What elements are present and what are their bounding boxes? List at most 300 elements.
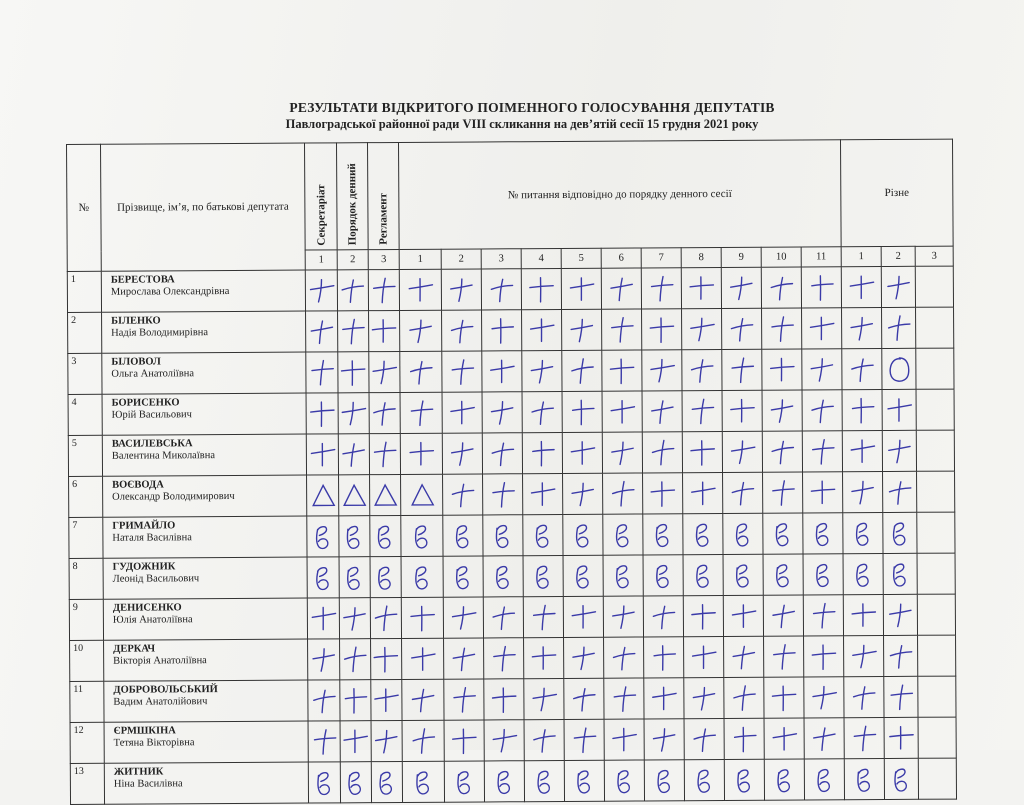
column-number-items: 1 [399, 249, 441, 269]
vote-mark-plus-icon [769, 683, 799, 713]
deputy-given-names: Ніна Василівна [113, 778, 183, 790]
vote-cell [603, 596, 643, 637]
deputy-name-cell [102, 434, 306, 476]
column-number-items: 10 [761, 247, 801, 267]
vote-mark-plus-icon [727, 355, 757, 385]
vote-mark-plus-icon [609, 684, 639, 714]
deputy-name-cell [104, 639, 308, 681]
row-number: 10 [70, 640, 104, 681]
vote-cell [338, 393, 369, 434]
deputy-surname: ГУДОЖНИК [112, 561, 176, 573]
deputy-given-names: Надія Володимирівна [111, 327, 209, 339]
vote-mark-v-icon [488, 561, 518, 591]
deputy-surname: ЄРМШКІНА [113, 725, 176, 737]
row-number: 11 [70, 681, 104, 722]
vote-mark-plus-icon [371, 603, 401, 633]
vote-cell [641, 268, 681, 309]
vote-mark-plus-icon [884, 395, 914, 425]
table-row [67, 266, 953, 312]
vote-cell [442, 392, 482, 433]
vote-cell [884, 635, 918, 676]
vote-mark-plus-icon [767, 314, 797, 344]
vote-mark-plus-icon [340, 603, 370, 633]
vote-mark-plus-icon [689, 642, 719, 672]
vote-mark-v-icon [648, 560, 678, 590]
vote-mark-plus-icon [307, 357, 337, 387]
header-row [67, 139, 954, 251]
vote-mark-plus-icon [569, 643, 599, 673]
vote-mark-plus-icon [567, 397, 597, 427]
vote-cell [400, 433, 442, 474]
deputy-given-names: Вадим Анатолійович [113, 696, 208, 708]
vote-mark-plus-icon [309, 644, 339, 674]
vote-cell [762, 431, 802, 472]
vote-cell [684, 759, 724, 800]
row-number: 9 [69, 599, 103, 640]
vote-cell [307, 516, 339, 557]
vote-cell [723, 472, 763, 513]
vote-cell [371, 638, 402, 679]
vote-mark-plus-icon [308, 603, 338, 633]
vote-cell [882, 307, 916, 348]
vote-cell [764, 677, 804, 718]
vote-mark-plus-icon [488, 479, 518, 509]
deputy-given-names: Мирослава Олександрівна [110, 286, 230, 298]
table-row [69, 553, 955, 599]
vote-cell [803, 595, 843, 636]
vote-mark-v-icon [569, 766, 599, 796]
vote-mark-plus-icon [446, 274, 476, 304]
vote-cell [801, 267, 841, 308]
vote-mark-plus-icon [807, 436, 837, 466]
vote-mark-plus-icon [687, 396, 717, 426]
vote-mark-v-icon [689, 765, 719, 795]
vote-mark-plus-icon [527, 397, 557, 427]
vote-cell [722, 308, 762, 349]
vote-mark-plus-icon [769, 724, 799, 754]
vote-mark-v-icon [489, 766, 519, 796]
vote-cell [642, 350, 682, 391]
deputy-given-names: Ольга Анатоліївна [111, 368, 195, 380]
vote-mark-plus-icon [849, 641, 879, 671]
vote-mark-plus-icon [487, 438, 517, 468]
vote-mark-v-icon [568, 520, 598, 550]
vote-mark-plus-icon [846, 272, 876, 302]
vote-cell [763, 554, 803, 595]
vote-cell [764, 759, 804, 800]
vote-mark-v-icon [370, 521, 400, 551]
vote-cell [483, 474, 523, 515]
vote-mark-plus-icon [728, 478, 758, 508]
vote-mark-plus-icon [729, 724, 759, 754]
vote-mark-v-icon [609, 766, 639, 796]
vote-mark-plus-icon [527, 438, 557, 468]
vote-cell [523, 555, 563, 596]
vote-cell [883, 512, 917, 553]
vote-mark-plus-icon [487, 315, 517, 345]
vote-mark-plus-icon [886, 723, 916, 753]
vote-mark-plus-icon [527, 315, 557, 345]
vote-mark-plus-icon [526, 274, 556, 304]
vote-cell [524, 719, 564, 760]
header-misc-group: Різне [840, 139, 953, 247]
vote-mark-plus-icon [447, 315, 477, 345]
vote-mark-plus-icon [448, 479, 478, 509]
table-body [67, 266, 956, 804]
vote-cell [444, 761, 484, 802]
vote-cell [483, 556, 523, 597]
vote-cell [917, 512, 955, 553]
vote-cell [842, 349, 882, 390]
vote-cell [642, 432, 682, 473]
table-row [68, 430, 954, 476]
vote-cell [804, 759, 844, 800]
vote-cell [763, 595, 803, 636]
vote-cell [444, 638, 484, 679]
vote-mark-plus-icon [687, 355, 717, 385]
vote-mark-plus-icon [529, 725, 559, 755]
vote-mark-plus-icon [447, 438, 477, 468]
vote-cell [915, 266, 953, 307]
vote-cell [643, 596, 683, 637]
vote-cell [682, 431, 722, 472]
deputy-surname: БОРИСЕНКО [111, 397, 180, 409]
vote-cell [882, 348, 916, 389]
vote-cell [337, 270, 368, 311]
vote-cell [307, 475, 339, 516]
vote-cell [484, 679, 524, 720]
vote-mark-plus-icon [408, 726, 438, 756]
vote-mark-plus-icon [407, 603, 437, 633]
vote-mark-v-icon [341, 767, 371, 797]
vote-mark-plus-icon [885, 600, 915, 630]
vote-mark-plus-icon [489, 684, 519, 714]
vote-cell [883, 471, 917, 512]
vote-cell [339, 557, 370, 598]
vote-cell [603, 555, 643, 596]
vote-cell [339, 598, 370, 639]
vote-cell [402, 679, 444, 720]
vote-cell [442, 310, 482, 351]
vote-cell [723, 554, 763, 595]
header-number: № [67, 144, 102, 271]
vote-cell [401, 597, 443, 638]
vote-cell [844, 718, 884, 759]
table-row [68, 348, 954, 394]
vote-cell [843, 472, 883, 513]
vote-cell [340, 721, 371, 762]
vote-cell [722, 349, 762, 390]
vote-cell [918, 676, 956, 717]
vote-mark-plus-icon [369, 316, 399, 346]
vote-mark-v-icon [729, 765, 759, 795]
vote-mark-plus-icon [884, 436, 914, 466]
vote-cell [307, 598, 339, 639]
vote-mark-plus-icon [568, 602, 598, 632]
vote-mark-plus-icon [607, 356, 637, 386]
vote-cell [761, 267, 801, 308]
vote-mark-plus-icon [686, 273, 716, 303]
vote-mark-plus-icon [488, 602, 518, 632]
deputy-name-cell [104, 762, 308, 804]
vote-cell [602, 350, 642, 391]
column-number-items: 9 [721, 247, 761, 267]
deputy-name-cell [102, 352, 306, 394]
vote-mark-plus-icon [849, 723, 879, 753]
vote-mark-v-icon [688, 519, 718, 549]
vote-cell [369, 433, 400, 474]
deputy-name-cell [103, 475, 307, 517]
vote-mark-v-icon [768, 519, 798, 549]
vote-cell [681, 267, 721, 308]
row-number: 12 [70, 722, 104, 763]
column-number-procedural: 3 [368, 249, 399, 269]
vote-cell [601, 268, 641, 309]
vote-cell [482, 351, 522, 392]
vote-mark-v-icon [849, 764, 879, 794]
vote-cell [442, 433, 482, 474]
deputy-name-cell [103, 598, 307, 640]
column-number-items: 8 [681, 247, 721, 267]
vote-cell [483, 597, 523, 638]
vote-cell [562, 432, 602, 473]
vote-mark-plus-icon [807, 313, 837, 343]
vote-mark-plus-icon [809, 723, 839, 753]
column-number-items: 3 [481, 249, 521, 269]
vote-cell [443, 597, 483, 638]
vote-mark-v-icon [448, 520, 478, 550]
vote-cell [802, 431, 842, 472]
vote-cell [524, 678, 564, 719]
vote-mark-plus-icon [847, 354, 877, 384]
vote-cell [642, 309, 682, 350]
vote-cell [881, 266, 915, 307]
vote-mark-plus-icon [486, 274, 516, 304]
vote-mark-plus-icon [309, 726, 339, 756]
vote-mark-plus-icon [338, 316, 368, 346]
vote-mark-plus-icon [529, 643, 559, 673]
voting-table [66, 139, 957, 805]
vote-cell [484, 761, 524, 802]
row-number: 2 [68, 312, 102, 353]
vote-mark-plus-icon [567, 356, 597, 386]
vote-mark-plus-icon [884, 313, 914, 343]
vote-cell [564, 637, 604, 678]
header-agenda [336, 143, 368, 250]
table-row [70, 676, 956, 722]
column-number-items: 5 [561, 248, 601, 268]
deputy-surname: ЖИТНИК [113, 766, 164, 778]
deputy-name-cell [102, 393, 306, 435]
vote-mark-v-icon [407, 562, 437, 592]
column-number-items: 7 [641, 248, 681, 268]
vote-cell [918, 717, 956, 758]
header-name-text: Прізвище, ім’я, по батькові депутата [117, 200, 289, 214]
vote-cell [842, 431, 882, 472]
header-secretariat-text: Секретаріат [314, 184, 328, 246]
vote-mark-plus-icon [447, 356, 477, 386]
header-items-group: № питання відповідно до порядку денного сесії [398, 140, 841, 250]
vote-mark-v-icon [649, 765, 679, 795]
vote-mark-plus-icon [607, 397, 637, 427]
vote-cell [402, 761, 444, 802]
deputy-name-cell [103, 516, 307, 558]
vote-cell [764, 718, 804, 759]
column-number-procedural: 2 [337, 250, 368, 270]
vote-cell [916, 430, 954, 471]
vote-cell [564, 719, 604, 760]
vote-mark-plus-icon [340, 685, 370, 715]
vote-cell [682, 308, 722, 349]
vote-cell [370, 556, 401, 597]
vote-mark-plus-icon [647, 355, 677, 385]
deputy-given-names: Тетяна Вікторівна [113, 737, 195, 749]
vote-mark-v-icon [648, 519, 678, 549]
vote-mark-plus-icon [567, 315, 597, 345]
row-number: 4 [68, 394, 102, 435]
vote-cell [644, 637, 684, 678]
vote-mark-plus-icon [339, 439, 369, 469]
deputy-given-names: Юлія Анатоліївна [112, 614, 193, 626]
vote-cell [683, 513, 723, 554]
vote-cell [762, 308, 802, 349]
vote-cell [918, 635, 956, 676]
deputy-name-cell [104, 680, 308, 722]
vote-mark-plus-icon [609, 725, 639, 755]
vote-cell [306, 393, 338, 434]
vote-mark-plus-icon [489, 643, 519, 673]
vote-cell [644, 719, 684, 760]
vote-cell [603, 514, 643, 555]
vote-mark-v-icon [372, 767, 402, 797]
vote-cell [723, 595, 763, 636]
table-row [68, 389, 954, 435]
vote-mark-plus-icon [809, 641, 839, 671]
vote-cell [804, 636, 844, 677]
deputy-given-names: Олександр Володимирович [112, 490, 235, 503]
vote-cell [401, 474, 443, 515]
column-number-items: 6 [601, 248, 641, 268]
vote-cell [444, 679, 484, 720]
vote-mark-plus-icon [567, 438, 597, 468]
vote-cell [562, 391, 602, 432]
vote-cell [562, 309, 602, 350]
vote-cell [803, 472, 843, 513]
vote-cell [402, 720, 444, 761]
vote-cell [882, 389, 916, 430]
header-regulation [367, 142, 399, 249]
vote-cell [802, 349, 842, 390]
document-title: РЕЗУЛЬТАТИ ВІДКРИТОГО ПОІМЕННОГО ГОЛОСУВАННЯ ДЕПУТАТІВ [289, 100, 775, 115]
vote-cell [340, 762, 371, 803]
deputy-name-cell [103, 557, 307, 599]
vote-mark-v-icon [568, 561, 598, 591]
vote-cell [916, 348, 954, 389]
vote-cell [368, 269, 399, 310]
vote-cell [844, 759, 884, 800]
table-row [69, 471, 955, 517]
vote-cell [563, 555, 603, 596]
vote-mark-plus-icon [606, 274, 636, 304]
vote-cell [444, 720, 484, 761]
vote-mark-plus-icon [487, 356, 517, 386]
header-name [101, 143, 306, 271]
vote-mark-plus-icon [340, 644, 370, 674]
vote-mark-v-icon [340, 562, 370, 592]
vote-mark-plus-icon [768, 478, 798, 508]
vote-mark-plus-icon [406, 398, 436, 428]
vote-cell [603, 473, 643, 514]
deputy-surname: БІЛОВОЛ [111, 356, 161, 368]
vote-mark-plus-icon [369, 357, 399, 387]
column-number-items: 2 [441, 249, 481, 269]
vote-cell [643, 555, 683, 596]
vote-mark-v-icon [728, 519, 758, 549]
vote-mark-v-icon [308, 562, 338, 592]
vote-cell [916, 389, 954, 430]
row-number: 7 [69, 517, 103, 558]
vote-cell [883, 553, 917, 594]
vote-mark-plus-icon [883, 272, 913, 302]
vote-mark-plus-icon [807, 395, 837, 425]
vote-cell [684, 677, 724, 718]
vote-mark-v-icon [808, 518, 838, 548]
vote-cell [724, 636, 764, 677]
vote-mark-plus-icon [689, 683, 719, 713]
vote-mark-plus-icon [848, 477, 878, 507]
vote-cell [844, 677, 884, 718]
vote-cell [522, 350, 562, 391]
vote-cell [843, 554, 883, 595]
vote-mark-plus-icon [489, 725, 519, 755]
vote-cell [371, 720, 402, 761]
deputy-surname: ДЕРКАЧ [113, 643, 156, 655]
vote-mark-plus-icon [847, 313, 877, 343]
vote-mark-plus-icon [448, 602, 478, 632]
vote-cell [442, 351, 482, 392]
row-number: 1 [67, 271, 101, 312]
table-row [70, 758, 956, 804]
vote-cell [842, 390, 882, 431]
row-number: 6 [69, 476, 103, 517]
vote-cell [339, 516, 370, 557]
vote-mark-v-icon [886, 764, 916, 794]
vote-cell [683, 595, 723, 636]
vote-cell [762, 390, 802, 431]
column-number-misc: 1 [841, 247, 881, 267]
vote-mark-plus-icon [728, 601, 758, 631]
vote-cell [562, 350, 602, 391]
vote-cell [308, 639, 340, 680]
vote-cell [401, 556, 443, 597]
vote-mark-v-icon [488, 520, 518, 550]
vote-cell [400, 392, 442, 433]
vote-cell [602, 309, 642, 350]
vote-mark-v-icon [808, 559, 838, 589]
vote-mark-plus-icon [886, 641, 916, 671]
vote-cell [524, 760, 564, 801]
vote-mark-plus-icon [726, 273, 756, 303]
vote-mark-plus-icon [447, 397, 477, 427]
vote-cell [843, 595, 883, 636]
vote-mark-v-icon [528, 520, 558, 550]
vote-mark-plus-icon [449, 684, 479, 714]
deputy-name-cell [101, 270, 305, 312]
vote-mark-v-icon [528, 561, 558, 591]
vote-cell [604, 760, 644, 801]
vote-cell [308, 762, 340, 803]
vote-cell [308, 680, 340, 721]
